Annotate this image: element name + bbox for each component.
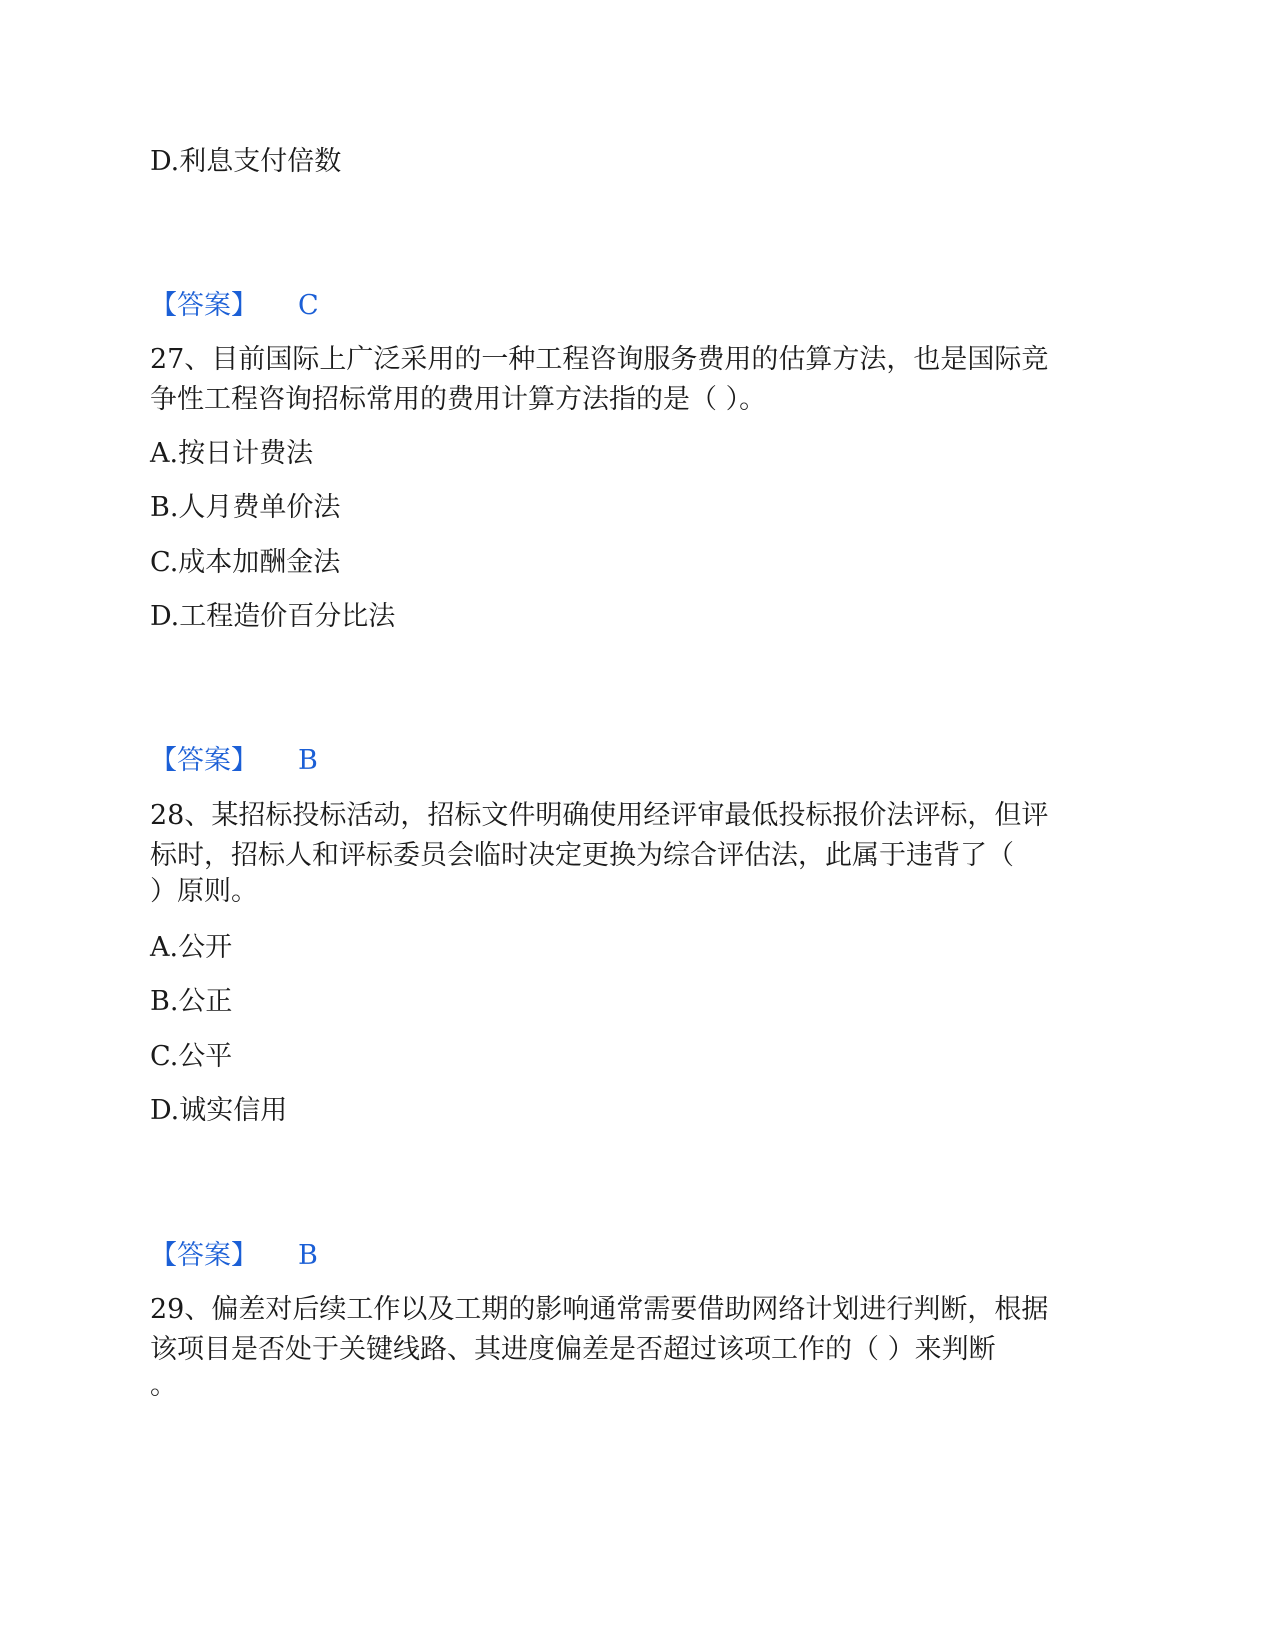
question-stem-line: 。 — [150, 1370, 177, 1401]
option-c: C.公平 — [150, 1041, 233, 1072]
question-stem-line: 28、某招标投标活动，招标文件明确使用经评审最低投标报价法评标，但评 — [150, 800, 1049, 831]
option-a: A.公开 — [150, 932, 233, 963]
answer-value: B — [298, 745, 318, 776]
option-b: B.人月费单价法 — [150, 492, 341, 523]
option-a: A.按日计费法 — [150, 438, 314, 469]
option-d: D.利息支付倍数 — [150, 146, 342, 177]
question-stem-line: 29、偏差对后续工作以及工期的影响通常需要借助网络计划进行判断，根据 — [150, 1294, 1049, 1325]
option-d: D.诚实信用 — [150, 1095, 288, 1126]
answer-label: 【答案】 — [150, 1240, 258, 1271]
answer-row — [150, 1236, 318, 1276]
answer-row — [150, 286, 319, 326]
answer-label: 【答案】 — [150, 290, 258, 321]
option-c: C.成本加酬金法 — [150, 547, 341, 578]
answer-label: 【答案】 — [150, 745, 258, 776]
option-d: D.工程造价百分比法 — [150, 601, 396, 632]
option-b: B.公正 — [150, 986, 233, 1017]
answer-row — [150, 741, 318, 781]
answer-value: C — [298, 290, 319, 321]
question-stem-line: 该项目是否处于关键线路、其进度偏差是否超过该项工作的（ ）来判断 — [150, 1334, 996, 1365]
answer-value: B — [298, 1240, 318, 1271]
question-stem-line: 争性工程咨询招标常用的费用计算方法指的是（ ）。 — [150, 384, 767, 415]
question-stem-line: 27、目前国际上广泛采用的一种工程咨询服务费用的估算方法，也是国际竞 — [150, 344, 1049, 375]
question-stem-line: ）原则。 — [150, 876, 258, 907]
question-stem-line: 标时，招标人和评标委员会临时决定更换为综合评估法，此属于违背了（ — [150, 840, 1014, 871]
